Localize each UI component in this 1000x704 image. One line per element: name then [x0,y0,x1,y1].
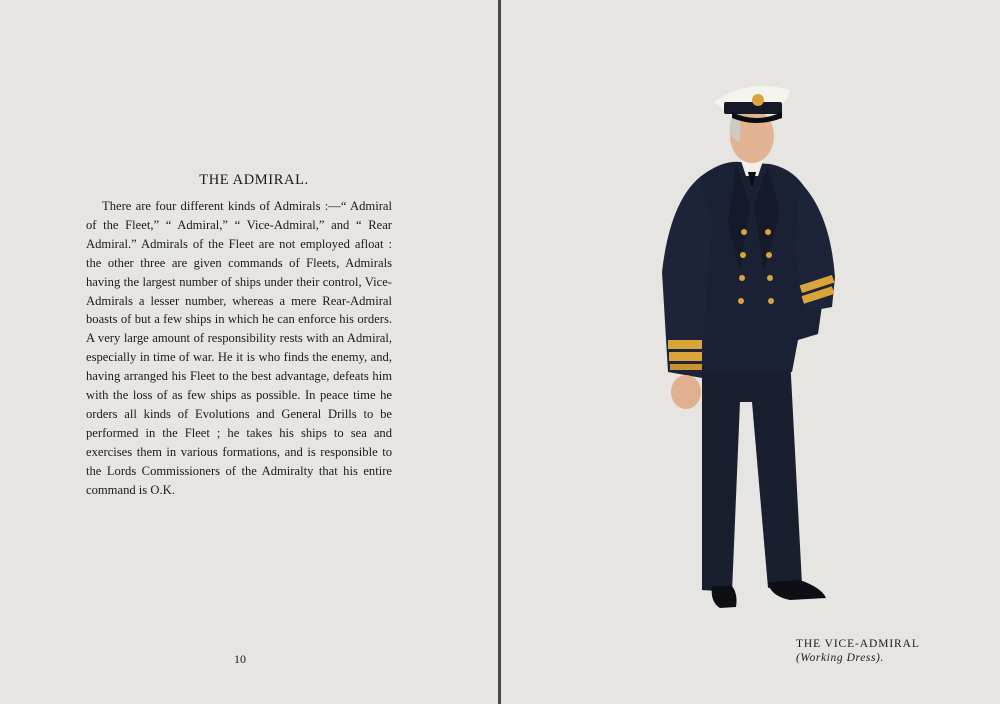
left-page [0,0,498,704]
left-shoe [712,586,737,608]
cap-badge [752,94,764,106]
page-number: 10 [234,652,246,666]
figure-caption [796,638,956,664]
caption-subtitle: (Working Dress). [796,652,884,664]
left-cuff-stripe [668,340,702,349]
right-shoe [768,580,826,600]
left-cuff-stripe [670,364,702,370]
vice-admiral-illustration [640,72,850,617]
caption-title: THE VICE-ADMIRAL [796,638,920,650]
cap-band [724,102,782,114]
trousers [702,357,802,592]
body-paragraph: There are four different kinds of Admirals :—“ Admiral of the Fleet,” “ Admiral,” “ Vice-Admiral,” and “ Rear Admiral.” Admirals of the Fleet are not employed afloat : the other three are given commands of Fleets, Admirals having the largest number of ships under their control, Vice-Admirals a lesser number, whereas a mere Rear-Admiral boasts of but a few ships in which he can enforce his orders. A very large amount of responsibility rests with an Admiral, especially in time of war. He it is who finds the enemy, and, having arranged his Fleet to the best advantage, defeats him with the loss of as few ships as possible. In peace time he orders all kinds of Evolutions and General Drills to be performed in the Fleet ; he takes his ships to sea and exercises them in various formations, and is responsible to the Lords Commissioners of the Admiralty that his entire command is O.K. [86,199,392,497]
left-cuff-stripe [669,352,702,361]
page-title: THE ADMIRAL. [199,172,309,188]
left-hand [671,375,701,409]
